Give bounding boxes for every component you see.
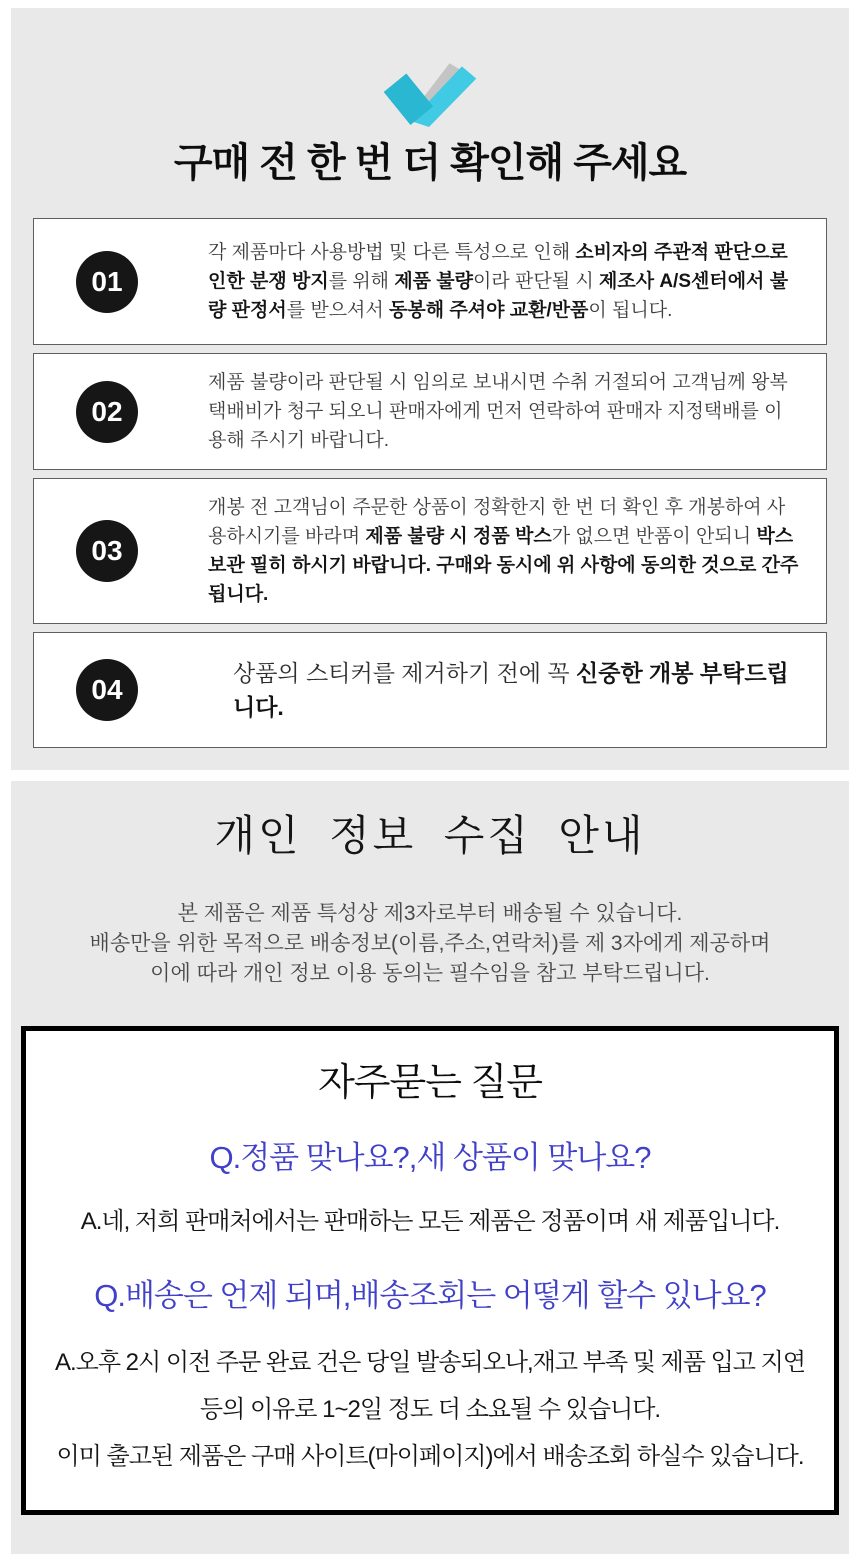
faq-title: 자주묻는 질문 — [318, 1062, 542, 1104]
privacy-section — [11, 781, 849, 1554]
number-badge-02: 02 — [76, 381, 138, 443]
faq-question-1: Q.정품 맞나요?,새 상품이 맞나요? — [209, 1140, 651, 1175]
number-badge-04: 04 — [76, 659, 138, 721]
notice-text-04: 상품의 스티커를 제거하기 전에 꼭 신중한 개봉 부탁드립니다. — [233, 660, 789, 720]
number-badge-03: 03 — [76, 520, 138, 582]
privacy-body: 본 제품은 제품 특성상 제3자로부터 배송될 수 있습니다. 배송만을 위한 목적으로 배송정보(이름,주소,연락처)를 제 3자에게 제공하며 이에 따라 개인 정보 이용 동의는 필수임을 참고 부탁드립니다. — [89, 902, 771, 985]
notice-text-01: 각 제품마다 사용방법 및 다른 특성으로 인해 소비자의 주관적 판단으로 인한 분쟁 방지를 위해 제품 불량이라 판단될 시 제조사 A/S센터에서 불량 판정서를 받으셔서 동봉해 주셔야 교환/반품이 됩니다. — [208, 242, 789, 321]
privacy-title: 개인 정보 수집 안내 — [214, 814, 646, 860]
faq-answer-1: A.네, 저희 판매처에서는 판매하는 모든 제품은 정품이며 새 제품입니다. — [80, 1208, 780, 1235]
faq-box — [21, 1026, 839, 1515]
notice-text-03: 개봉 전 고객님이 주문한 상품이 정확한지 한 번 더 확인 후 개봉하여 사용하시기를 바라며 제품 불량 시 정품 박스가 없으면 반품이 안되니 박스 보관 필히 하시기 바랍니다. 구매와 동시에 위 사항에 동의한 것으로 간주됩니다. — [208, 497, 799, 605]
notice-box-02 — [33, 353, 827, 470]
checkmark-logo-icon — [382, 114, 478, 131]
logo-wrap — [11, 55, 849, 127]
number-badge-01: 01 — [76, 251, 138, 313]
page-title: 구매 전 한 번 더 확인해 주세요 — [173, 141, 687, 185]
notice-box-03 — [33, 478, 827, 624]
faq-question-2: Q.배송은 언제 되며,배송조회는 어떻게 할수 있나요? — [94, 1278, 766, 1313]
notice-text-02: 제품 불량이라 판단될 시 임의로 보내시면 수취 거절되어 고객님께 왕복 택배비가 청구 되오니 판매자에게 먼저 연락하여 판매자 지정택배를 이용해 주시기 바랍니다. — [208, 372, 788, 451]
notice-box-04 — [33, 632, 827, 748]
notice-box-01 — [33, 218, 827, 345]
purchase-notice-section — [11, 8, 849, 770]
faq-answer-2: A.오후 2시 이전 주문 완료 건은 당일 발송되오나,재고 부족 및 제품 입고 지연 등의 이유로 1~2일 정도 더 소요될 수 있습니다. 이미 출고된 제품은 구매 사이트(마이페이지)에서 배송조회 하실수 있습니다. — [54, 1349, 806, 1470]
